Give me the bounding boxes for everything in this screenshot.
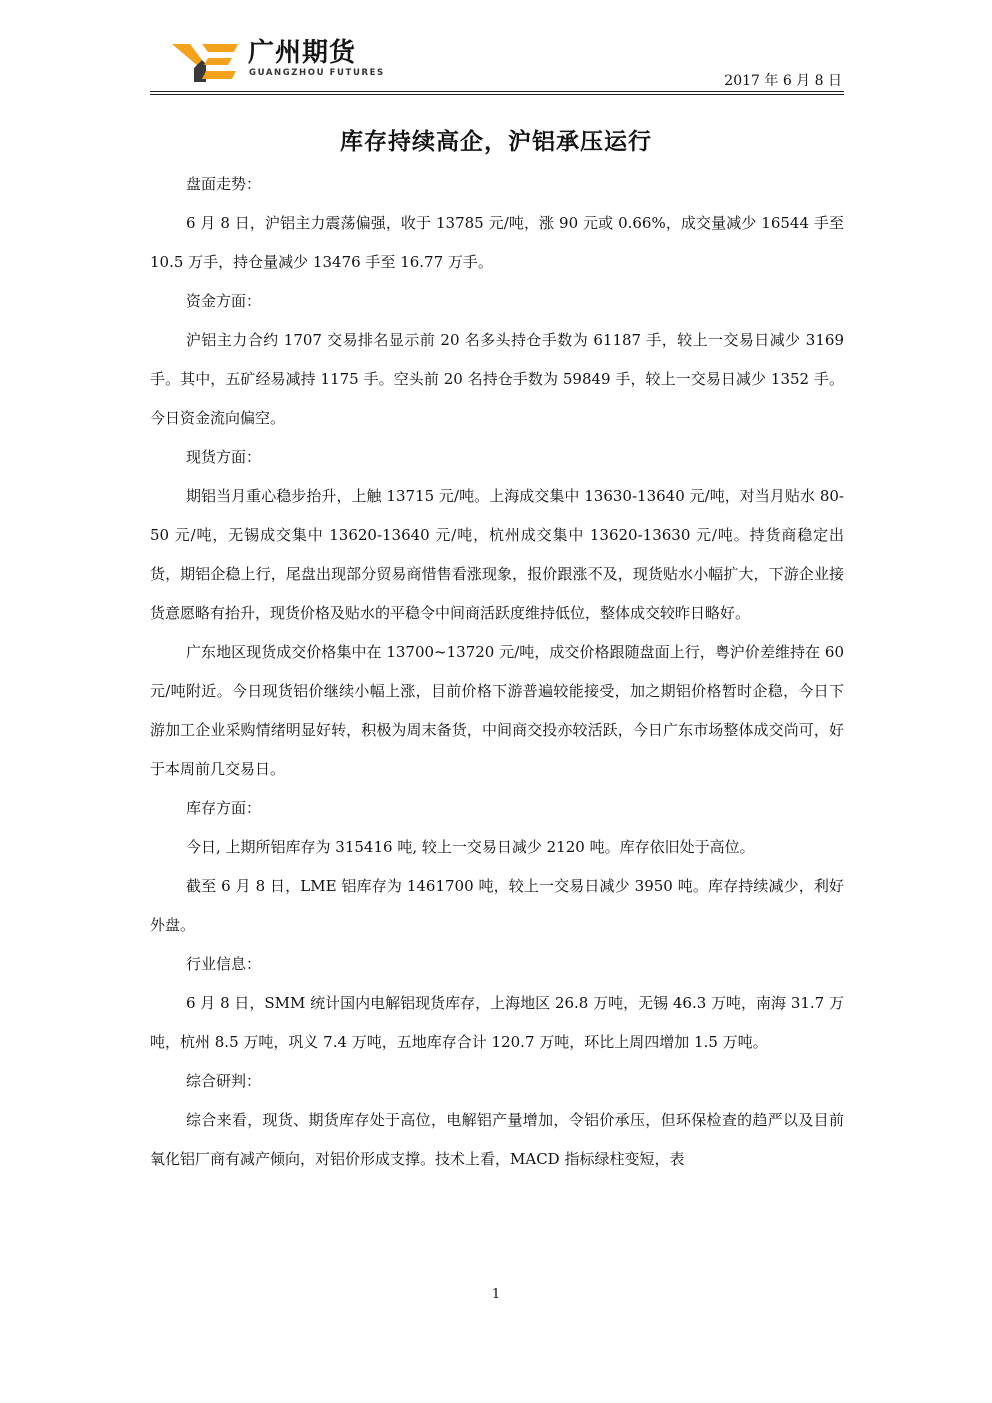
header-divider-secondary [150, 94, 844, 95]
section-heading-inventory: 库存方面： [186, 799, 262, 817]
company-logo [172, 38, 385, 84]
section-heading-funds: 资金方面： [186, 292, 262, 310]
section-heading-spot: 现货方面： [186, 448, 262, 466]
section-heading-market: 盘面走势： [186, 175, 262, 193]
page-number: 1 [491, 1287, 501, 1302]
paragraph-spot-guangdong: 广东地区现货成交价格集中在 13700~13720 元/吨，成交价格跟随盘面上行，粤沪价差维持在 60 元/吨附近。今日现货铝价继续小幅上涨，目前价格下游普遍较能接受，加之期铝价格暂时企稳，今日下游加工企业采购情绪明显好转，积极为周末备货，中间商交投亦较活跃，今日广东市场整体成交尚可，好于本周前几交易日。 [150, 643, 844, 778]
section-heading-summary: 综合研判： [186, 1072, 262, 1090]
paragraph-market: 6 月 8 日，沪铝主力震荡偏强，收于 13785 元/吨，涨 90 元或 0.66%，成交量减少 16544 手至 10.5 万手，持仓量减少 13476 手至 16.77 万手。 [150, 214, 844, 271]
paragraph-spot-shanghai: 期铝当月重心稳步抬升，上触 13715 元/吨。上海成交集中 13630-13640 元/吨，对当月贴水 80-50 元/吨，无锡成交集中 13620-13640 元/吨，杭州成交集中 13620-13630 元/吨。持货商稳定出货，期铝企稳上行，尾盘出现部分贸易商惜售看涨现象，报价跟涨不及，现货贴水小幅扩大，下游企业接货意愿略有抬升，现货价格及贴水的平稳令中间商活跃度维持低位，整体成交较昨日略好。 [150, 487, 844, 622]
paragraph-industry: 6 月 8 日，SMM 统计国内电解铝现货库存，上海地区 26.8 万吨，无锡 46.3 万吨，南海 31.7 万吨，杭州 8.5 万吨，巩义 7.4 万吨，五地库存合计 120.7 万吨，环比上周四增加 1.5 万吨。 [150, 994, 844, 1051]
report-body [150, 165, 844, 1179]
report-date: 2017 年 6 月 8 日 [724, 73, 842, 89]
paragraph-inventory-lme: 截至 6 月 8 日，LME 铝库存为 1461700 吨，较上一交易日减少 3950 吨。库存持续减少，利好外盘。 [150, 877, 844, 934]
paragraph-inventory-shfe: 今日, 上期所铝库存为 315416 吨, 较上一交易日减少 2120 吨。库存依旧处于高位。 [186, 838, 755, 856]
paragraph-summary: 综合来看，现货、期货库存处于高位，电解铝产量增加，令铝价承压，但环保检查的趋严以及目前氧化铝厂商有减产倾向，对铝价形成支撑。技术上看，MACD 指标绿柱变短，表 [150, 1111, 844, 1168]
section-heading-industry: 行业信息： [186, 955, 262, 973]
paragraph-funds: 沪铝主力合约 1707 交易排名显示前 20 名多头持仓手数为 61187 手，较上一交易日减少 3169 手。其中，五矿经易减持 1175 手。空头前 20 名持仓手数为 59849 手，较上一交易日减少 1352 手。今日资金流向偏空。 [150, 331, 844, 427]
logo-mark-icon [172, 38, 240, 82]
logo-english-text: GUANGZHOU FUTURES [249, 68, 385, 78]
logo-chinese-text: 广州期货 [248, 38, 357, 68]
header-divider [150, 91, 844, 92]
report-title: 库存持续高企，沪铝承压运行 [340, 129, 652, 155]
